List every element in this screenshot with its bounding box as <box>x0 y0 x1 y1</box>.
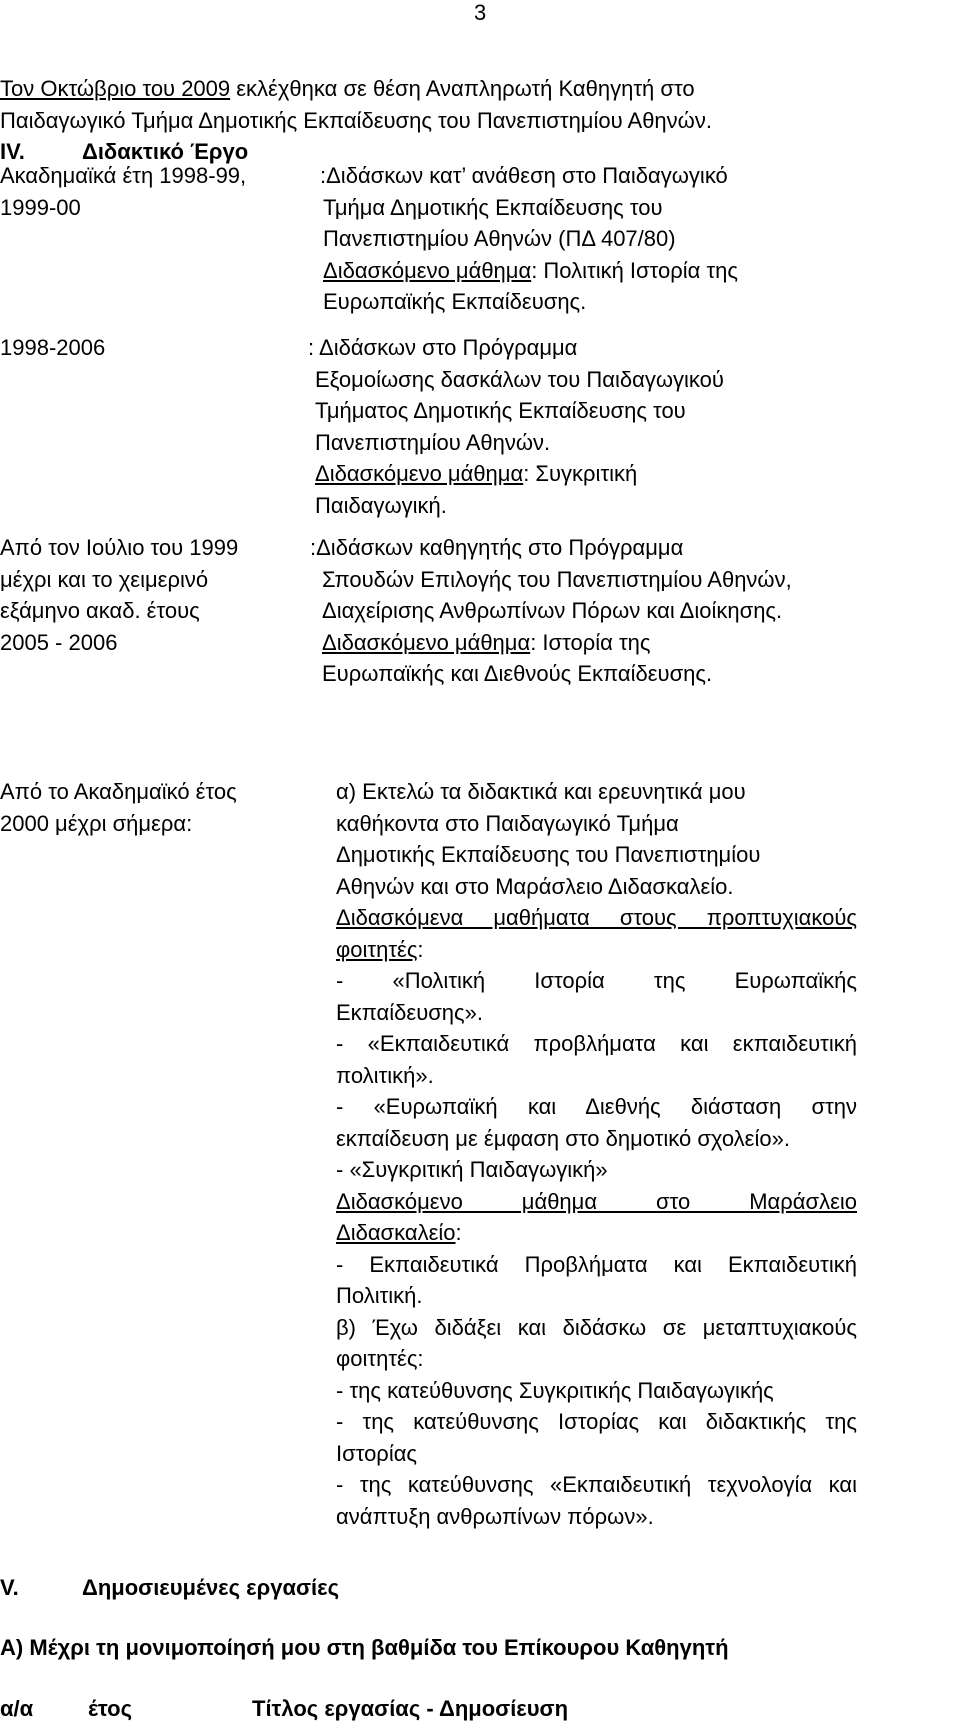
section-5-title: Δημοσιευμένες εργασίες <box>82 1575 340 1600</box>
undergrad-course-4: - «Συγκριτική Παιδαγωγική» <box>336 1157 608 1182</box>
marasleio-courses-label: Διδασκόμενο μάθημα στο Μαράσλειο <box>336 1188 857 1214</box>
table-header-number: α/α <box>0 1696 34 1721</box>
table-header-title: Τίτλος εργασίας - Δημοσίευση <box>252 1696 569 1721</box>
undergrad-course-2: - «Εκπαιδευτικά προβλήματα και εκπαιδευτική <box>336 1031 857 1056</box>
table-header-year: έτος <box>88 1696 133 1721</box>
entry-1-description: :Διδάσκων κατ’ ανάθεση στο Παιδαγωγικό Τμήμα Δημοτικής Εκπαίδευσης του Πανεπιστημίου Αθηνών (ΠΔ 407/80) Διδασκόμενο μάθημα: Πολιτική Ιστορία της Ευρωπαϊκής Εκπαίδευσης. <box>320 160 860 318</box>
intro-date-link: Τον Οκτώβριο του 2009 <box>0 76 231 101</box>
section-4-title: Διδακτικό Έργο <box>82 139 249 164</box>
entry-1-course: Διδασκόμενο μάθημα: Πολιτική Ιστορία της <box>323 257 738 283</box>
entry-1-period: Ακαδημαϊκά έτη 1998-99, 1999-00 <box>0 163 247 220</box>
undergrad-course-1: - «Πολιτική Ιστορία της Ευρωπαϊκής <box>336 968 857 993</box>
intro-line-1: Τον Οκτώβριο του 2009 εκλέχθηκα σε θέση Αναπληρωτή Καθηγητή στο <box>0 76 695 101</box>
entry-3-description: :Διδάσκων καθηγητής στο Πρόγραμμα Σπουδών Επιλογής του Πανεπιστημίου Αθηνών, Διαχείρισης Ανθρωπίνων Πόρων και Διοίκησης. Διδασκόμενο μάθημα: Ιστορία της Ευρωπαϊκής και Διεθνούς Εκπαίδευσης. <box>310 532 870 690</box>
postgrad-course-3: - της κατεύθυνσης «Εκπαιδευτική τεχνολογία και <box>336 1472 857 1497</box>
entry-3-period: Από τον Ιούλιο του 1999 μέχρι και το χειμερινό εξάμηνο ακαδ. έτους 2005 - 2006 <box>0 535 239 655</box>
entry-2-period: 1998-2006 <box>0 335 106 360</box>
entry-2-description: : Διδάσκων στο Πρόγραμμα Εξομοίωσης δασκάλων του Παιδαγωγικού Τμήματος Δημοτικής Εκπαίδευσης του Πανεπιστημίου Αθηνών. Διδασκόμενο μάθημα: Συγκριτική Παιδαγωγική. <box>308 332 868 521</box>
intro-line-2: Παιδαγωγικό Τμήμα Δημοτικής Εκπαίδευσης του Πανεπιστημίου Αθηνών. <box>0 107 712 133</box>
postgrad-course-1: - της κατεύθυνσης Συγκριτικής Παιδαγωγικής <box>336 1377 774 1403</box>
undergrad-courses-label: Διδασκόμενα μαθήματα στους προπτυχιακούς <box>336 905 857 930</box>
current-period: Από το Ακαδημαϊκό έτος 2000 μέχρι σήμερα: <box>0 779 237 836</box>
section-4-number: IV. <box>0 139 25 164</box>
postgrad-intro: β) Έχω διδάξει και διδάσκω σε μεταπτυχιακούς <box>336 1314 857 1340</box>
section-5-number: V. <box>0 1575 19 1600</box>
marasleio-course-1: - Εκπαιδευτικά Προβλήματα και Εκπαιδευτική <box>336 1251 857 1277</box>
entry-2-course: Διδασκόμενο μάθημα: Συγκριτική <box>315 461 638 486</box>
undergrad-course-3: - «Ευρωπαϊκή και Διεθνής διάσταση στην <box>336 1094 857 1119</box>
entry-3-course: Διδασκόμενο μάθημα: Ιστορία της <box>322 629 651 655</box>
postgrad-course-2: - της κατεύθυνσης Ιστορίας και διδακτικής της <box>336 1409 857 1434</box>
current-description: α) Εκτελώ τα διδακτικά και ερευνητικά μου καθήκοντα στο Παιδαγωγικό Τμήμα Δημοτικής Εκπαίδευσης του Πανεπιστημίου Αθηνών και στο Μαράσλειο Διδασκαλείο. Διδασκόμενα μαθήματα στους προπτυχιακούς φοιτητές: - «Πολιτική Ιστορία της Ευρωπαϊκής Εκπαίδευσης». - «Εκπαιδευτικά προβλήματα και εκπαιδευτική πολιτική». - «Ευρωπαϊκή και Διεθνής διάσταση στην εκπαίδευση με έμφαση στο δημοτικό σχολείο». - «Συγκριτική Παιδαγωγική» Διδασκόμενο μάθημα στο Μαράσλειο Διδασκαλείο: - Εκπαιδευτικά Προβλήματα και Εκπαιδευτική Πολιτική. β) Έχω διδάξει και διδάσκω σε μεταπτυχιακούς φοιτητές: - της κατεύθυνσης Συγκριτικής Παιδαγωγικής - της κατεύθυνσης Ιστορίας και διδακτικής της Ιστορίας - της κατεύθυνσης «Εκπαιδευτική τεχνολογία και ανάπτυξη ανθρωπίνων πόρων». <box>336 779 857 1529</box>
subsection-a-title: Α) Μέχρι τη μονιμοποίησή μου στη βαθμίδα του Επίκουρου Καθηγητή <box>0 1635 729 1660</box>
page-number: 3 <box>474 0 487 25</box>
intro-paragraph <box>0 73 956 136</box>
